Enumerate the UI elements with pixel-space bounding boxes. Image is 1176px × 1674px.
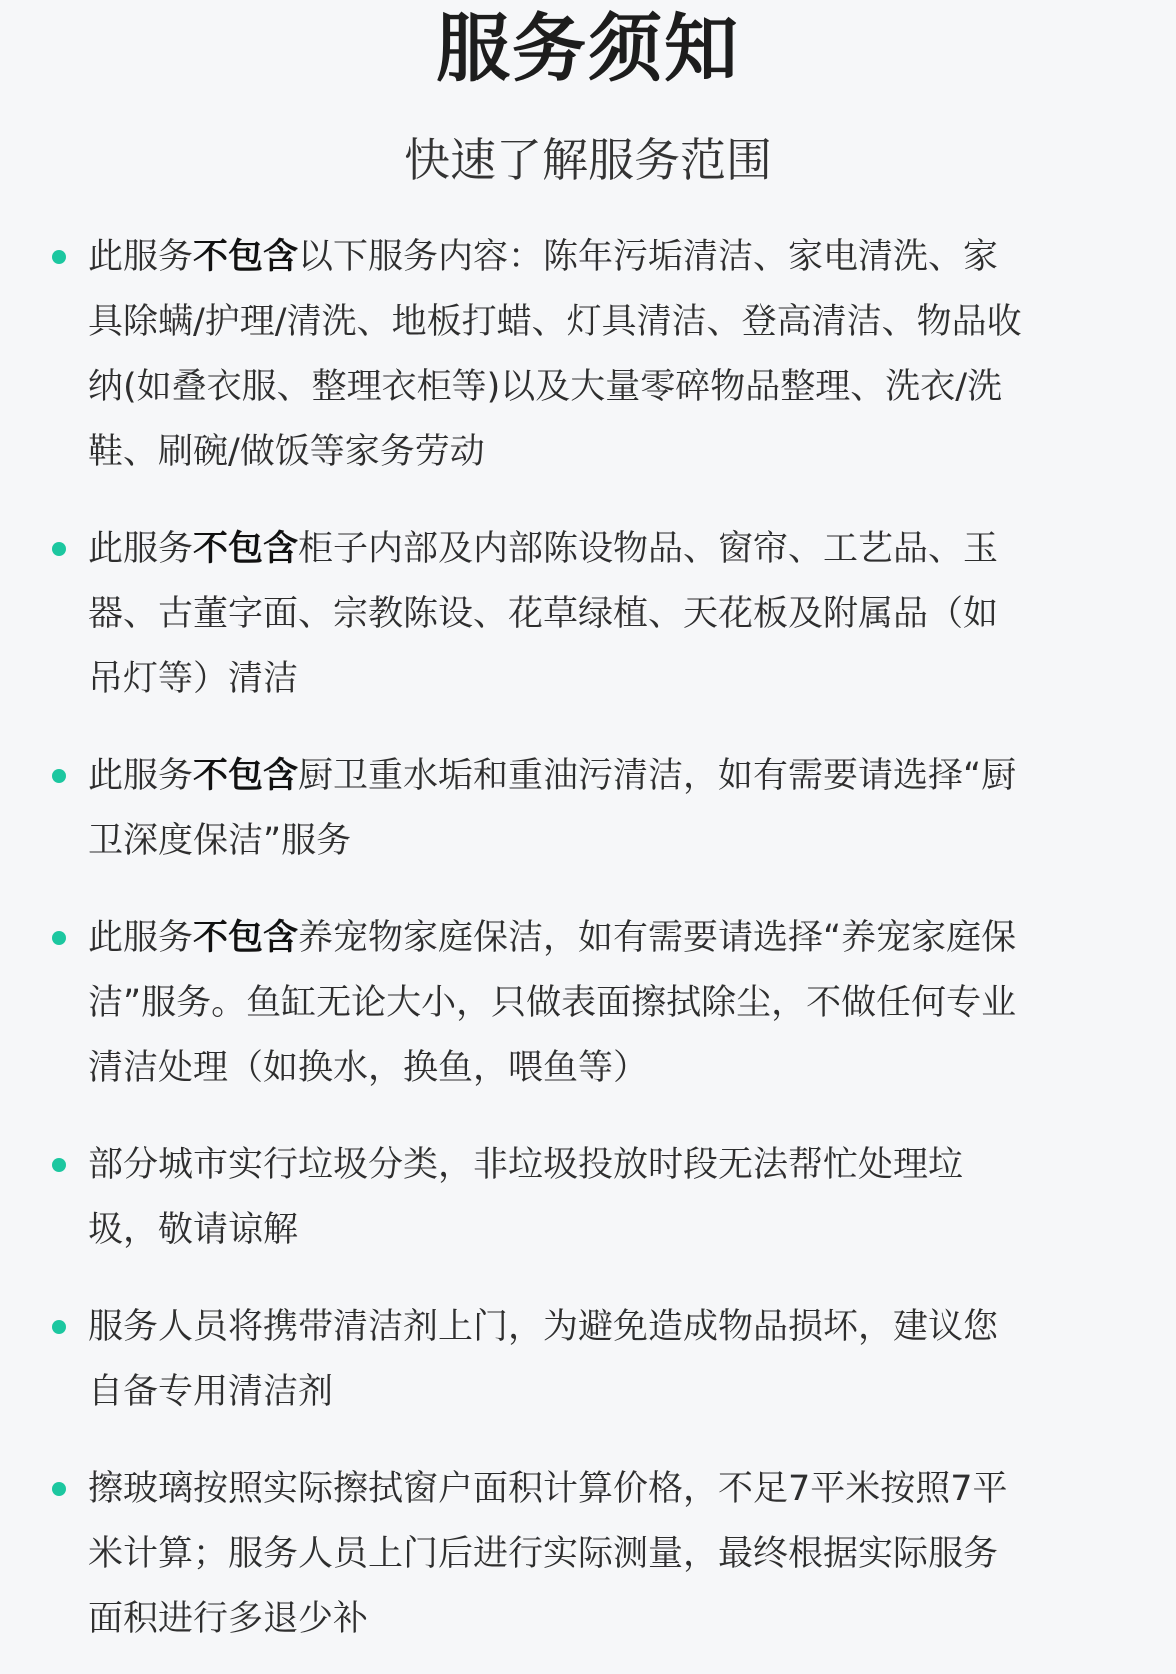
bullet-dot-icon: [52, 250, 66, 264]
notice-text: 部分城市实行垃圾分类，非垃圾投放时段无法帮忙处理垃圾，敬请谅解: [88, 1145, 964, 1250]
page-title: 服务须知: [436, 6, 740, 92]
notice-text: 养宠物家庭保洁，如有需要请选择“养宠家庭保洁”服务。鱼缸无论大小，只做表面擦拭除尘，不做任何专业清洁处理（如换水，换鱼，喂鱼等）: [88, 918, 1017, 1088]
notice-item: [88, 1457, 1040, 1652]
notice-text: 擦玻璃按照实际擦拭窗户面积计算价格，不足7平米按照7平米计算；服务人员上门后进行实际测量，最终根据实际服务面积进行多退少补: [88, 1469, 1008, 1639]
header: [0, 0, 1176, 225]
notice-emphasis: 不包含: [193, 529, 299, 569]
page-subtitle: 快速了解服务范围: [404, 133, 772, 187]
notice-text: 柜子内部及内部陈设物品、窗帘、工艺品、玉器、古董字面、宗教陈设、花草绿植、天花板及附属品（如吊灯等）清洁: [88, 529, 999, 699]
notice-text: 厨卫重水垢和重油污清洁，如有需要请选择“厨卫深度保洁”服务: [88, 756, 1017, 861]
notice-item: [88, 1295, 1040, 1425]
notice-item: [88, 906, 1040, 1101]
notice-emphasis: 不包含: [193, 237, 299, 277]
notice-emphasis: 不包含: [193, 918, 299, 958]
notice-text: 以下服务内容：陈年污垢清洁、家电清洗、家具除螨/护理/清洗、地板打蜡、灯具清洁、登高清洁、物品收纳(如叠衣服、整理衣柜等)以及大量零碎物品整理、洗衣/洗鞋、刷碗/做饭等家务劳动: [88, 237, 1022, 472]
bullet-dot-icon: [52, 1320, 66, 1334]
notice-emphasis: 不包含: [193, 756, 299, 796]
bullet-dot-icon: [52, 542, 66, 556]
bullet-dot-icon: [52, 769, 66, 783]
notice-prefix: 此服务: [88, 918, 194, 958]
bullet-dot-icon: [52, 931, 66, 945]
notice-prefix: 此服务: [88, 529, 194, 569]
notice-item: [88, 1133, 1040, 1263]
notice-list: [0, 225, 1040, 1652]
notice-item: [88, 744, 1040, 874]
notice-text: 服务人员将携带清洁剂上门，为避免造成物品损坏，建议您自备专用清洁剂: [88, 1307, 999, 1412]
notice-prefix: 此服务: [88, 237, 194, 277]
notice-item: [88, 225, 1040, 485]
bullet-dot-icon: [52, 1158, 66, 1172]
notice-item: [88, 517, 1040, 712]
bullet-dot-icon: [52, 1482, 66, 1496]
notice-prefix: 此服务: [88, 756, 194, 796]
